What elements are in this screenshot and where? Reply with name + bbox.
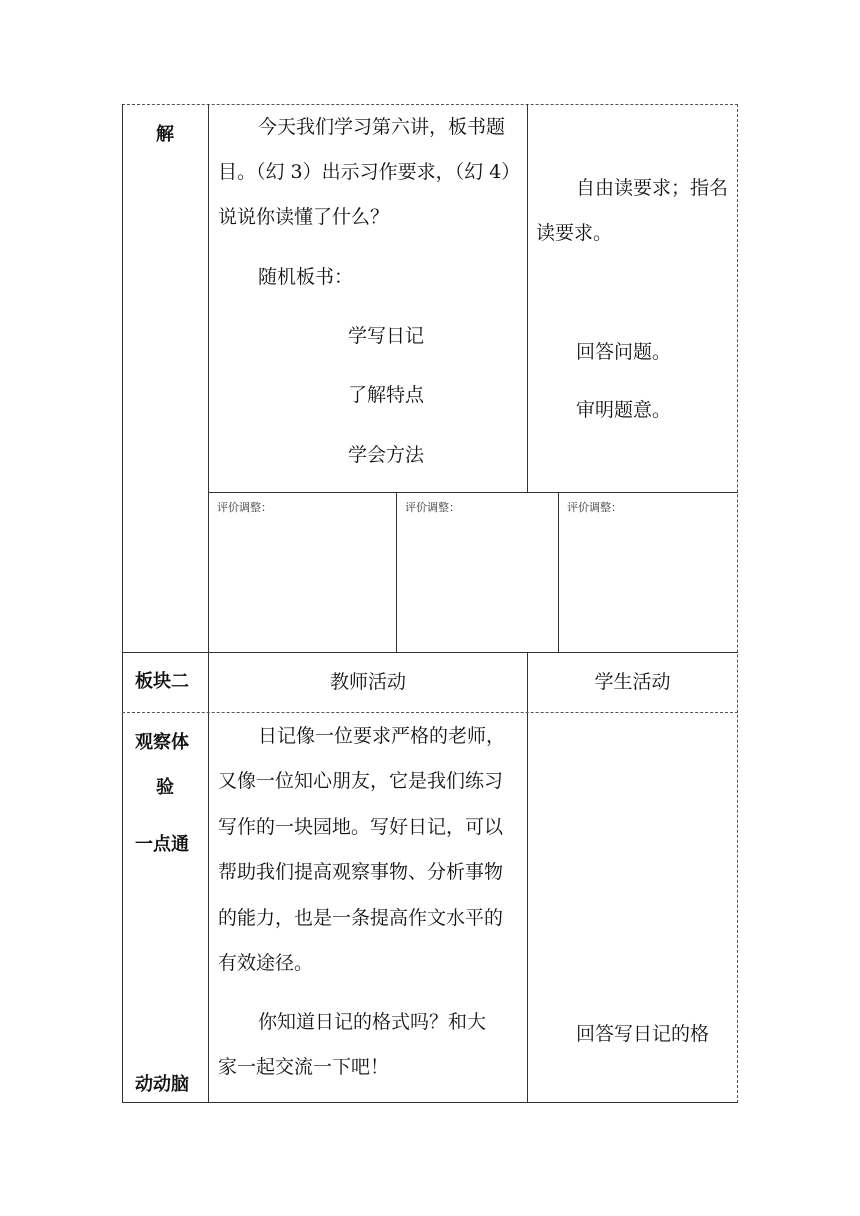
student-answer-text: 回答写日记的格 <box>576 1023 710 1045</box>
eval-row-top-border <box>208 492 738 493</box>
header-row-top-border <box>122 652 738 653</box>
section-label-guancha-ti: 观察体 <box>135 732 189 753</box>
section-label-dongdongnao: 动动脑 <box>135 1074 189 1095</box>
table-top-border <box>122 104 738 105</box>
student-text-line-1: 自由读要求；指名 <box>576 177 729 199</box>
intro-text-line-2: 又像一位知心朋友，它是我们练习 <box>218 770 504 792</box>
label-column-divider <box>208 104 209 1103</box>
section-label-yidiantong: 一点通 <box>135 834 189 855</box>
board-item-3: 学会方法 <box>348 444 425 466</box>
eval-divider-1 <box>396 492 397 653</box>
eval-cell-label-1: 评价调整： <box>217 501 272 514</box>
intro-text-line-6: 有效途径。 <box>218 952 314 974</box>
student-text-line-3: 回答问题。 <box>576 341 672 363</box>
intro-text-line-4: 帮助我们提高观察事物、分析事物 <box>218 861 504 883</box>
student-activity-header: 学生活动 <box>594 671 671 693</box>
intro-text-line-5: 的能力，也是一条提高作文水平的 <box>218 907 504 929</box>
board-item-1: 学写日记 <box>348 325 425 347</box>
eval-divider-2 <box>558 492 559 653</box>
section-label-yan: 验 <box>156 777 174 798</box>
header-row-bottom-border <box>122 712 738 713</box>
question-text-line-2: 家一起交流一下吧！ <box>218 1056 390 1078</box>
eval-cell-label-2: 评价调整： <box>405 501 460 514</box>
intro-text-line-3: 写作的一块园地。写好日记，可以 <box>218 816 504 838</box>
student-text-line-2: 读要求。 <box>536 222 613 244</box>
table-left-border <box>122 104 123 1103</box>
teacher-text-line-2: 目。（幻 3）出示习作要求，（幻 4） <box>218 161 521 183</box>
table-bottom-border <box>122 1102 738 1103</box>
student-text-line-4: 审明题意。 <box>576 399 672 421</box>
question-text-line-1: 你知道日记的格式吗？和大 <box>258 1011 487 1033</box>
table-right-border <box>737 104 738 1103</box>
teacher-text-line-3: 说说你读懂了什么？ <box>218 206 390 228</box>
intro-text-line-1: 日记像一位要求严格的老师， <box>258 725 506 747</box>
teacher-activity-header: 教师活动 <box>329 671 406 693</box>
board-item-2: 了解特点 <box>348 384 425 406</box>
board-intro: 随机板书： <box>258 266 354 288</box>
teacher-text-line-1: 今天我们学习第六讲，板书题 <box>258 116 506 138</box>
teacher-student-divider-top <box>527 104 528 493</box>
section-label-jie: 解 <box>156 124 174 145</box>
eval-cell-label-3: 评价调整： <box>567 501 622 514</box>
section-label-bankuai-er: 板块二 <box>135 671 189 692</box>
teacher-student-divider-bottom <box>527 652 528 1103</box>
